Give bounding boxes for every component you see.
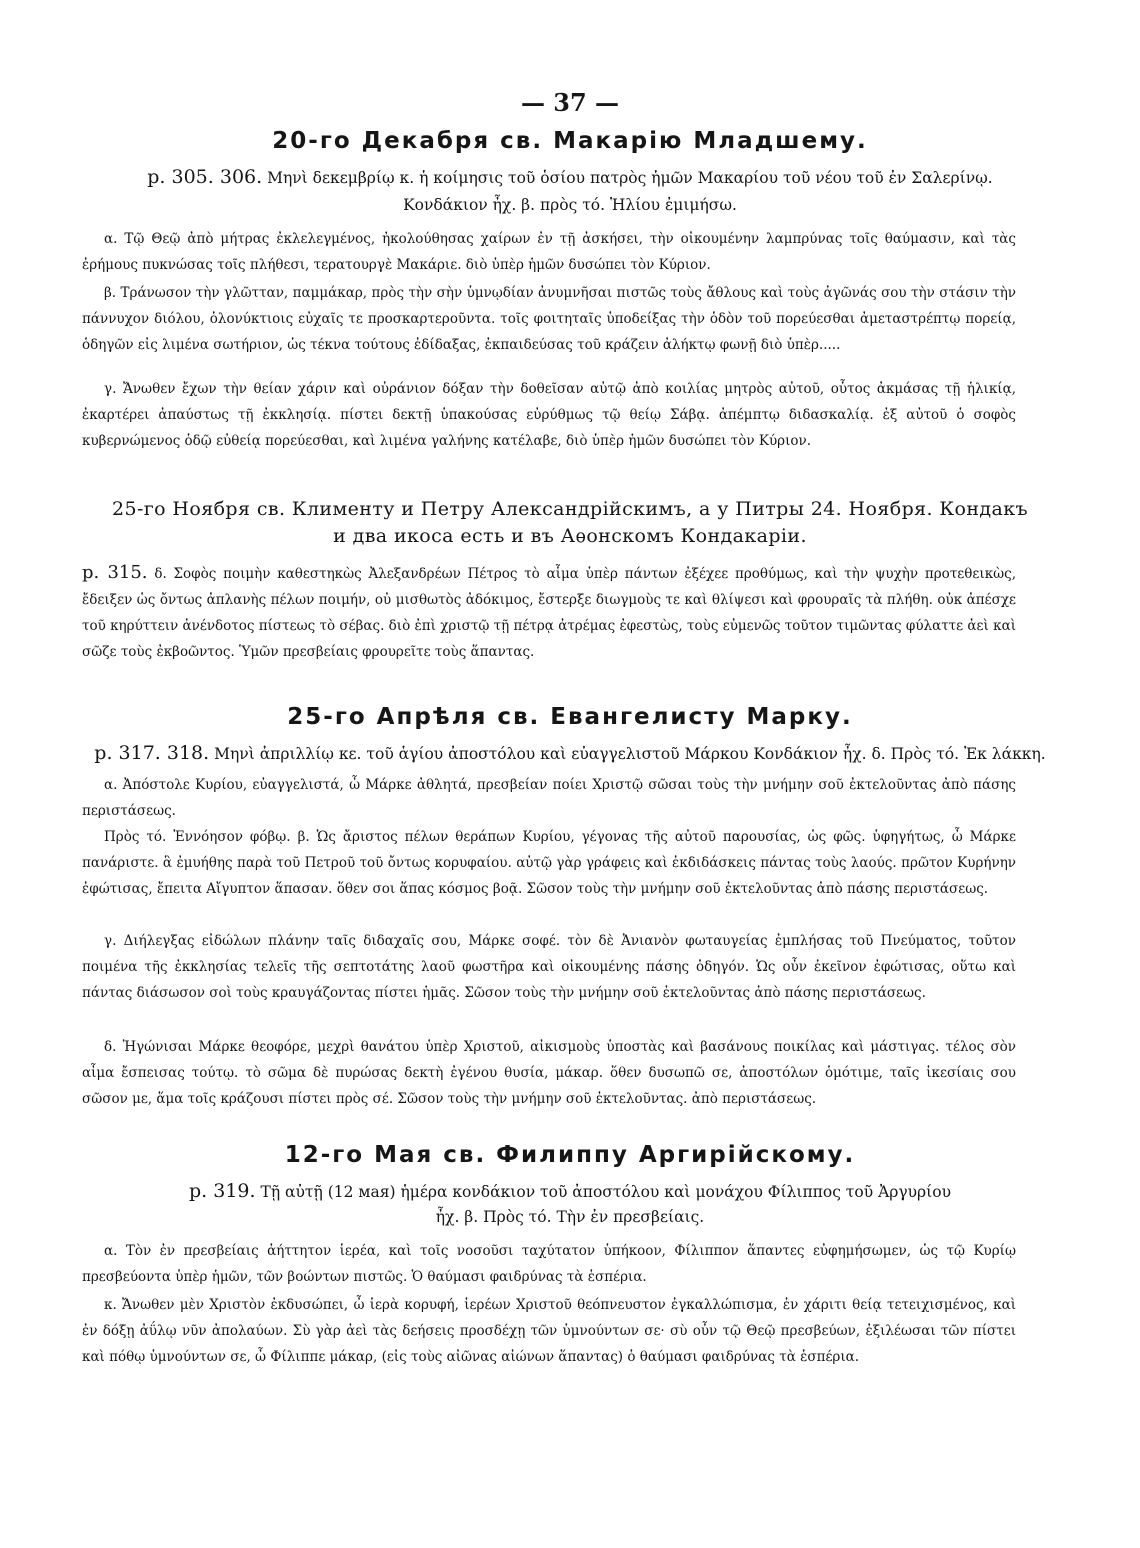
stanza-paragraph: β. Τράνωσον τὴν γλῶτταν, παμμάκαρ, πρὸς τὴν σὴν ὑμνῳδίαν ἀνυμνῆσαι πιστῶς τοὺς ἄθλους καὶ τοὺς ἀγῶνάς σου τὴν στάσιν τὴν πάννυχον διόλου, ὁλονύκτιοις εὐχαῖς τε προσκαρτεροῦντα. τοῖς φοιτηταῖς ὑποδείξας τὴν ὁδὸν τοῦ πορεύεσθαι ἀμεταστρέπτῳ πορείᾳ, ὁδηγῶν εἰς λιμένα σωτήριον, ὡς τέκνα τούτους ἐδίδαξας, ἐκπαιδεύσας τοῦ κράζειν ἀλήκτῳ φωνῇ διὸ ὑπὲρ.....: [82, 285, 1016, 353]
heading-line: 25-го Ноября св. Клименту и Петру Александрійскимъ, а у Питры 24. Ноября. Кондакъ: [111, 498, 1029, 520]
page-reference: р. 305. 306.: [147, 166, 263, 188]
kontakion-rubric: Μηνὶ δεκεμβρίῳ κ. ἡ κοίμησις τοῦ ὁσίου πατρὸς ἡμῶν Μακαρίου τοῦ νέου τοῦ ἐν Σαλερίνῳ.: [267, 169, 993, 187]
section-heading-makarius: 20-го Декабря св. Макарію Младшему.: [272, 128, 868, 154]
page-reference: р. 319.: [189, 1180, 256, 1202]
page-number: — 37 —: [520, 88, 620, 117]
source-line-mark: [60, 742, 1080, 764]
stanza-paragraph: γ. Διήλεγξας εἰδώλων πλάνην ταῖς διδαχαῖς σου, Μάρκε σοφέ. τὸν δὲ Ἀνιανὸν φωταυγείας ἐμπλήσας τοῦ Πνεύματος, τοῦτον ποιμένα τῆς ἐκκλησίας τελεῖς τῆς σεπτοτάτης λαοῦ φωστῆρα καὶ οἰκουμένης πάσης ὁδηγόν. Ὡς οὖν ἐκεῖνον ἐφώτισας, οὕτω καὶ πάντας διάσωσον σοὶ τοὺς κραυγάζοντας πίστει ἡμᾶς. Σῶσον τοὺς τὴν μνήμην σοῦ ἐκτελοῦντας ἀπὸ πάσης περιστάσεως.: [82, 933, 1016, 1001]
kontakion-tone-line: Κονδάκιον ἦχ. β. πρὸς τό. Ἡλίου ἐμιμήσω.: [403, 196, 737, 214]
stanza-paragraph: α. Ἀπόστολε Κυρίου, εὐαγγελιστά, ὦ Μάρκε ἀθλητά, πρεσβείαν ποίει Χριστῷ σῶσαι τοὺς τὴν μνήμην σοῦ ἐκτελοῦντας ἀπὸ πάσης περιστάσεως.: [82, 777, 1016, 819]
stanza-paragraph: α. Τὸν ἐν πρεσβείαις ἀήττητον ἱερέα, καὶ τοῖς νοσοῦσι ταχύτατον ὑπήκοον, Φίλιππον ἅπαντες εὐφημήσωμεν, ὡς τῷ Κυρίῳ πρεσβεύοντα ὑπὲρ ἡμῶν, τῶν βοώντων πιστῶς. Ὁ θαύμασι φαιδρύνας τὰ ἑσπέρια.: [82, 1243, 1016, 1285]
section-heading-philip: 12-го Мая св. Филиппу Аргирійскому.: [284, 1142, 856, 1168]
page-reference: р. 317. 318.: [94, 742, 210, 764]
stanza-paragraph: δ. Ἠγώνισαι Μάρκε θεοφόρε, μεχρὶ θανάτου ὑπὲρ Χριστοῦ, αἰκισμοὺς ὑποστὰς καὶ βασάνους ποικίλας καὶ μάστιγας. τέλος σὸν αἷμα ἔσπεισας τούτῳ. τὸ σῶμα δὲ πυρώσας δεκτὴ ἐγένου θυσία, μάκαρ. ὅθεν δυσωπῶ σε, ἀποστόλων ὁμότιμε, ταῖς ἱκεσίαις σου σῶσον με, ἅμα τοῖς κράζουσι πίστει πρὸς σέ. Σῶσον τοὺς τὴν μνήμην σοῦ ἐκτελοῦντας. ἀπὸ περιστάσεως.: [82, 1039, 1016, 1107]
heading-line: и два икоса есть и въ Аѳонскомъ Кондакаріи.: [333, 525, 807, 547]
stanza-paragraph: Πρὸς τό. Ἐννόησον φόβῳ. β. Ὡς ἄριστος πέλων θεράπων Κυρίου, γέγονας τῆς αὐτοῦ παρουσίας, ὡς φῶς. ὑφηγήτως, ὦ Μάρκε πανάριστε. ἃ ἐμυήθης παρὰ τοῦ Πετροῦ τοῦ ὄντως κορυφαίου. αὐτῷ γὰρ γράφεις καὶ ἐκδιδάσκεις πάντας τοὺς λαούς. πρῶτον Κυρήνην ἐφώτισας, ἔπειτα Αἴγυπτον ἅπασαν. ὅθεν σοι ἅπας κόσμος βοᾷ. Σῶσον τοὺς τὴν μνήμην σοῦ ἐκτελοῦντας ἀπὸ πάσης περιστάσεως.: [82, 829, 1016, 897]
stanza-paragraph: γ. Ἄνωθεν ἔχων τὴν θείαν χάριν καὶ οὐράνιον δόξαν τὴν δοθεῖσαν αὐτῷ ἀπὸ κοιλίας μητρὸς αὐτοῦ, οὗτος ἀκμάσας τῇ ἡλικίᾳ, ἐκαρτέρει ἀπαύστως τῇ ἐκκλησίᾳ. πίστει δεκτῇ ὑπακούσας εὐρύθμως τῷ θείῳ Σάβᾳ. ἀπέμπτῳ διδασκαλίᾳ. ἐξ αὐτοῦ ὁ σοφὸς κυβερνώμενος ὁδῷ εὐθείᾳ πορεύεσθαι, καὶ λιμένα γαλήνης κατέλαβε, διὸ ὑπὲρ ἡμῶν δυσώπει τὸν Κύριον.: [82, 381, 1016, 449]
kontakion-tone-line: ἦχ. β. Πρὸς τό. Τὴν ἐν πρεσβείαις.: [435, 1208, 705, 1226]
kontakion-rubric: Μηνὶ ἀπριλλίῳ κε. τοῦ ἁγίου ἀποστόλου καὶ εὐαγγελιστοῦ Μάρκου Κονδάκιον ἦχ. δ. Πρὸς τό. Ἐκ λάκκη.: [214, 745, 1046, 763]
stanza-paragraph: κ. Ἄνωθεν μὲν Χριστὸν ἐκδυσώπει, ὦ ἱερὰ κορυφή, ἱερέων Χριστοῦ θεόπνευστον ἐγκαλλώπισμα, ἐν χάριτι θείᾳ τετειχισμένος, καὶ ἐν δόξῃ ἀΰλῳ νῦν ἀπολαύων. Σὺ γὰρ ἀεὶ τὰς δεήσεις προσδέχῃ τῶν ὑμνούντων σε· σὺ οὖν τῷ Θεῷ πρεσβεύων, ἐξιλέωσαι τῶν πίστει καὶ πόθῳ ὑμνούντων σε, ὦ Φίλιππε μάκαρ, (εἰς τοὺς αἰῶνας αἰώνων ἅπαντας) ὁ θαύμασι φαιδρύνας τὰ ἑσπέρια.: [82, 1297, 1016, 1365]
source-line-philip: [60, 1180, 1080, 1202]
source-line-makarius: [60, 166, 1080, 188]
page-reference: р. 315.: [82, 562, 148, 583]
kontakion-rubric: Τῇ αὐτῇ (12 мая) ἡμέρα κονδάκιον τοῦ ἀποστόλου καὶ μονάχου Φίλιππος τοῦ Ἀργυρίου: [260, 1183, 951, 1201]
stanza-text: δ. Σοφὸς ποιμὴν καθεστηκὼς Ἀλεξανδρέων Πέτρος τὸ αἷμα ὑπὲρ πάντων ἐξέχεε προθύμως, καὶ τὴν ψυχὴν προτεθεικὼς, ἔδειξεν ὡς ὄντως ἀπλανὴς πέλων ποιμήν, οὐ μισθωτὸς ἀδόκιμος, ἔστερξε διωγμοὺς τε καὶ θλίψεσι καὶ φρουραῖς τὰ πλήθη. οὐκ ἀπέσχε τοῦ κηρύττειν ἀνένδοτος πίστεως τὸ σέβας. διὸ ἐπὶ χριστῷ τῇ πέτρᾳ ἀτρέμας ἐφεστὼς, τοὺς εὐμενῶς τοῦτον τιμῶντας φύλαττε ἀεὶ καὶ σῶζε τοὺς ἐκβοῶντος. Ὑμῶν πρεσβείαις φρουρεῖτε τοὺς ἅπαντας.: [82, 566, 1016, 660]
stanza-paragraph: α. Τῷ Θεῷ ἀπὸ μήτρας ἐκλελεγμένος, ἠκολούθησας χαίρων ἐν τῇ ἀσκήσει, τὴν οἰκουμένην λαμπρύνας τοῖς θαύμασιν, καὶ τὰς ἐρήμους πυκνώσας τοῖς πλήθεσι, τερατουργὲ Μακάριε. διὸ ὑπὲρ ἡμῶν δυσώπει τὸν Κύριον.: [82, 231, 1016, 273]
section-heading-clement-peter: [60, 496, 1080, 550]
section-heading-mark: 25-го Апрѣля св. Евангелисту Марку.: [287, 704, 853, 730]
stanza-paragraph: [82, 560, 1016, 665]
